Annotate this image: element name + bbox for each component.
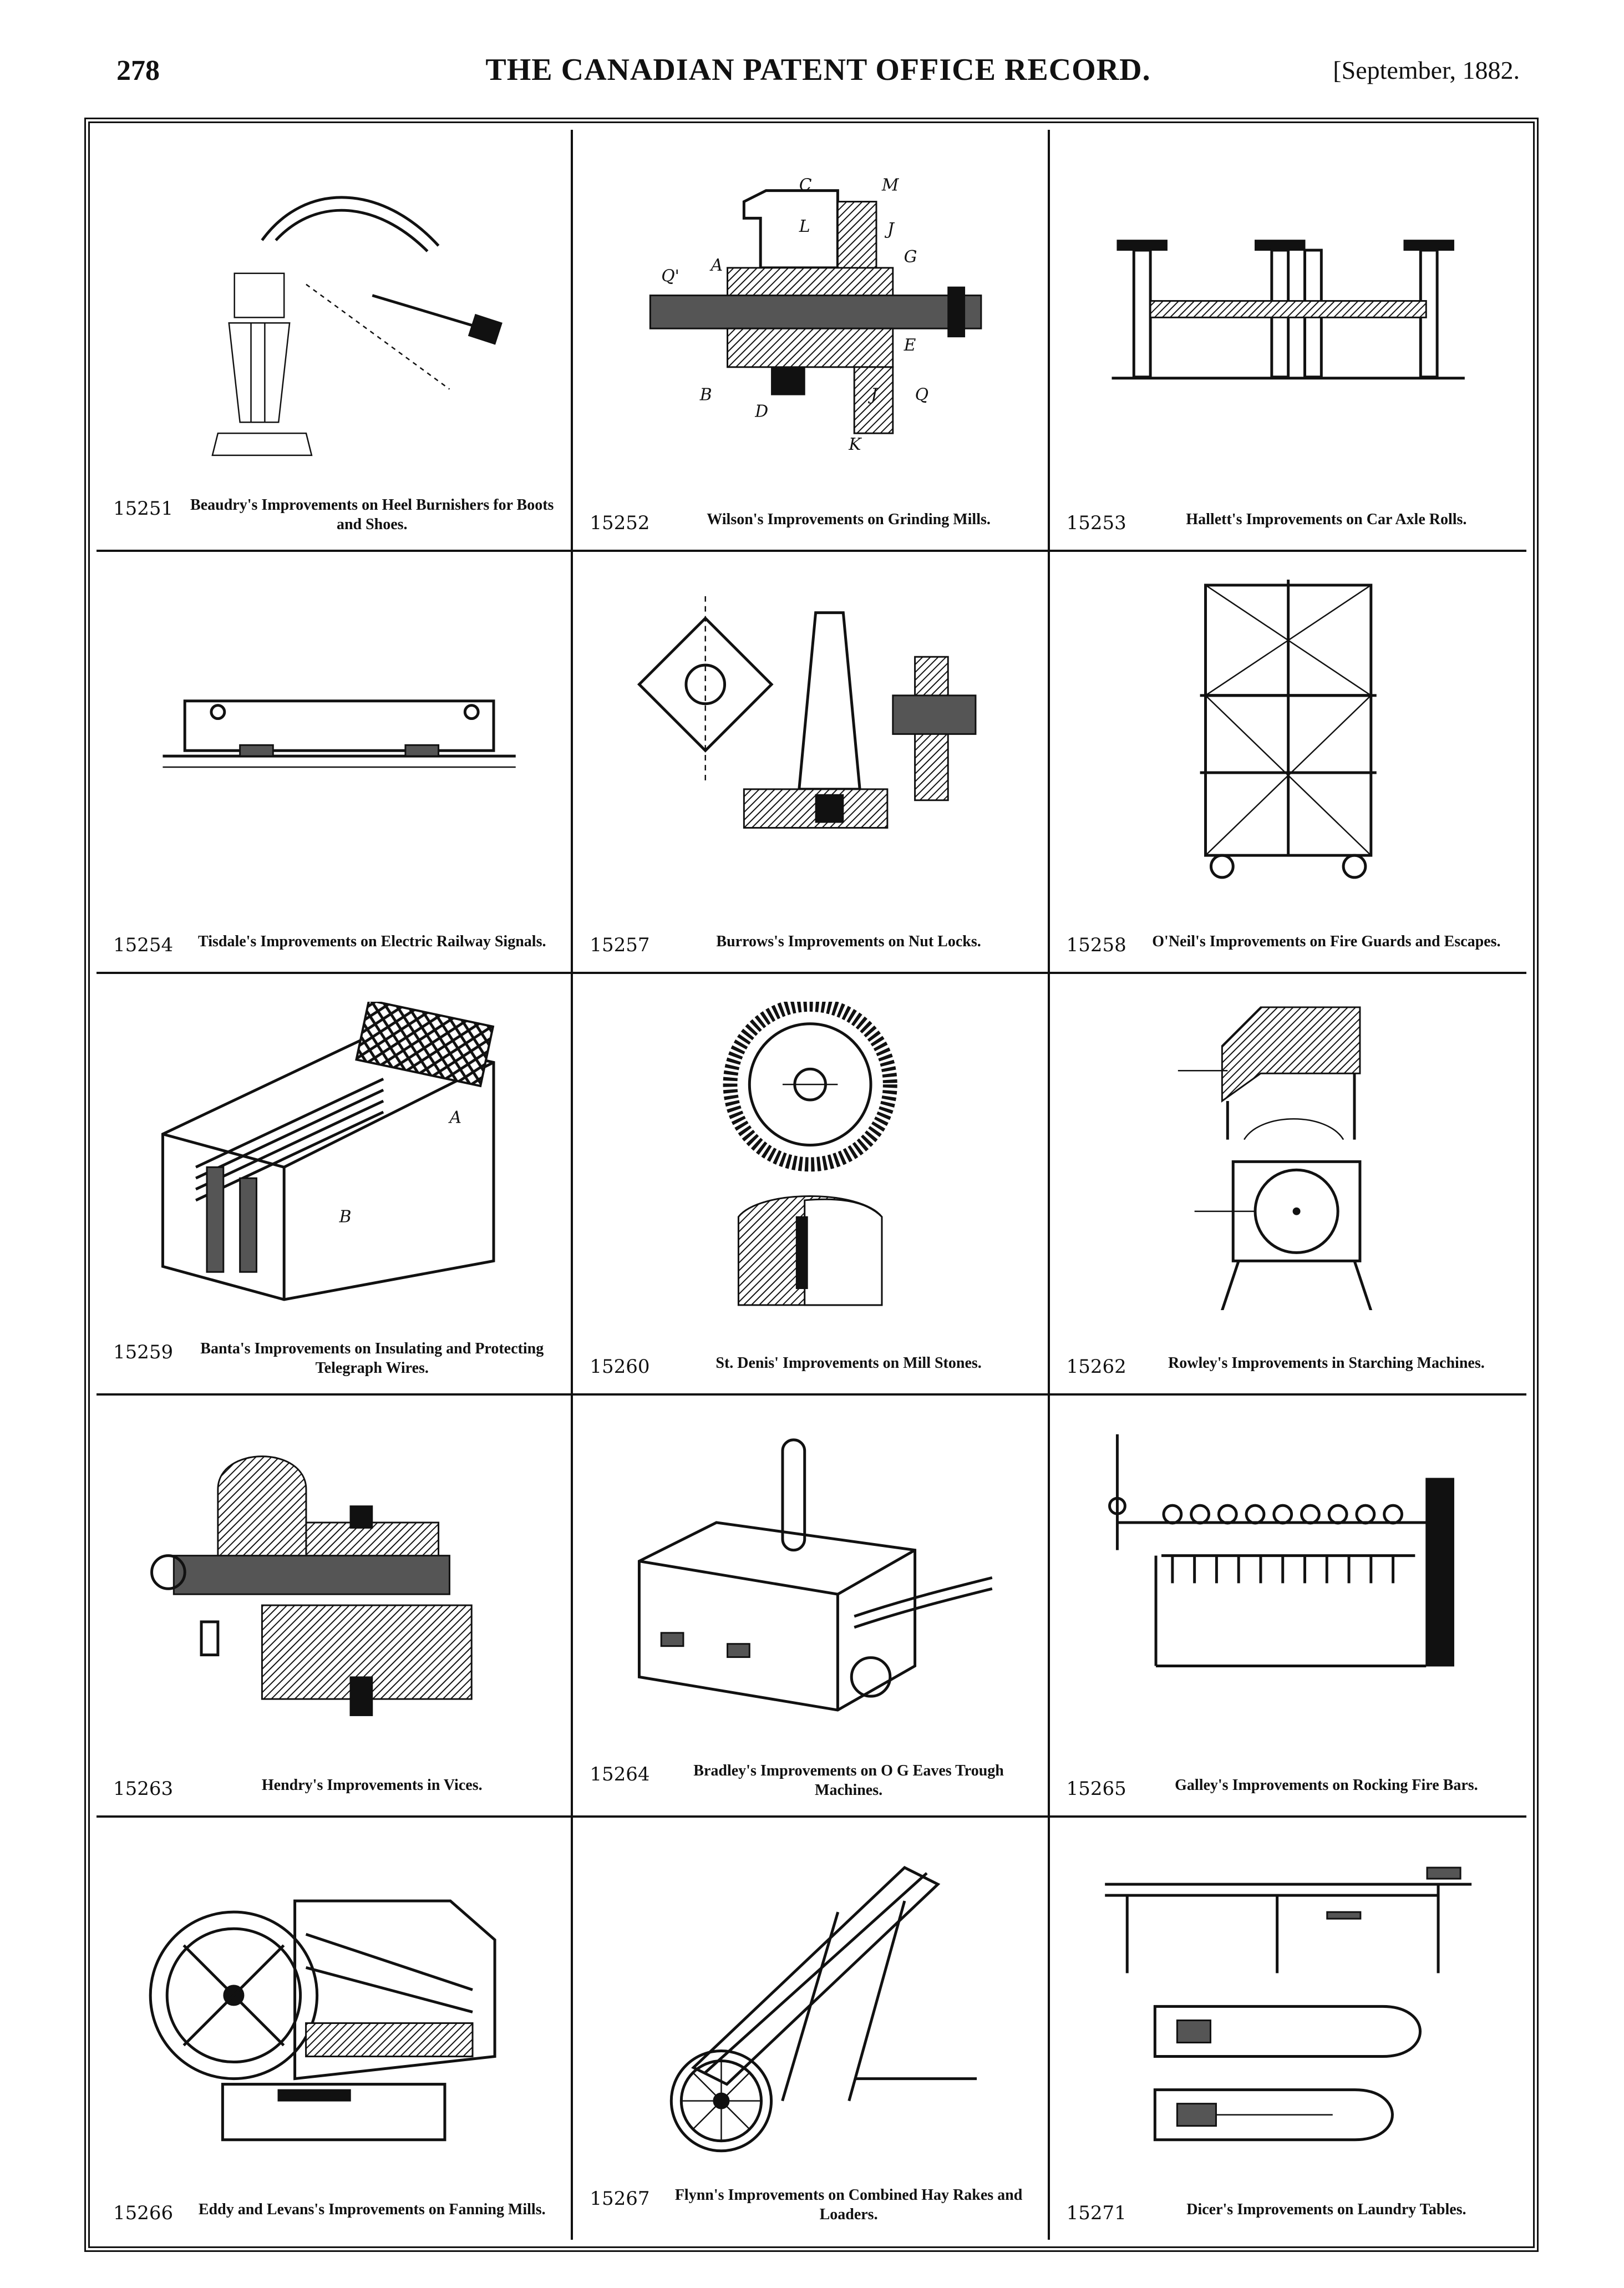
railway-signal-drawing [130,580,537,889]
heel-burnisher-drawing [130,158,537,466]
patent-title: Banta's Improvements on Insulating and Protecting Telegraph Wires. [200,1340,544,1377]
patent-number: 15258 [1066,934,1126,956]
patent-cell [573,1818,1049,2240]
hay-loader-drawing [606,1845,1014,2157]
patent-cell [573,552,1049,974]
patent-title: St. Denis' Improvements on Mill Stones. [715,1354,982,1372]
patent-cell [97,1818,573,2240]
patent-title: Hendry's Improvements in Vices. [261,1777,483,1794]
patent-cell [97,1396,573,1818]
patent-number: 15264 [590,1763,650,1786]
patent-number: 15271 [1066,2201,1126,2224]
patent-number: 15266 [113,2201,174,2224]
patent-number: 15263 [113,1778,174,1800]
part-label-q-prime: Q' [661,266,680,286]
plate-caption [590,1761,1031,1800]
part-label-j: J [887,220,895,240]
mill-stone-drawing [606,1002,1014,1311]
patent-cell [1050,974,1526,1396]
patent-number: 15267 [590,2187,650,2210]
part-label-e: E [904,335,916,355]
patent-cell [573,1396,1049,1818]
part-label-g: G [904,247,917,267]
patent-title: O'Neil's Improvements on Fire Guards and Escapes. [1152,932,1501,950]
patent-title: Galley's Improvements on Rocking Fire Bars. [1175,1777,1478,1794]
plate-caption [590,1353,1031,1378]
part-label-q: Q [915,385,929,405]
patent-title: Eddy and Levans's Improvements on Fanning Mills. [198,2200,546,2218]
patent-cell [97,974,573,1396]
part-label-c: C [799,175,812,195]
eaves-trough-machine-drawing [606,1423,1014,1732]
patent-cell [573,130,1049,552]
page-number: 278 [116,55,160,87]
page-header [116,49,1520,99]
plate-caption [113,932,554,956]
patent-cell [1050,1818,1526,2240]
patent-number: 15262 [1066,1356,1126,1378]
axle-rolls-drawing [1083,158,1493,466]
patent-title: Rowley's Improvements in Starching Machines. [1168,1354,1485,1372]
patent-title: Beaudry's Improvements on Heel Burnishers for Boots and Shoes. [190,496,554,533]
grinding-mill-drawing [606,158,1014,466]
page-title: THE CANADIAN PATENT OFFICE RECORD. [485,53,1151,87]
laundry-table-drawing [1083,1845,1493,2157]
plate-caption [590,2185,1031,2224]
telegraph-conduit-drawing [130,1002,537,1311]
plate-caption [113,1775,554,1800]
plate-caption [113,495,554,534]
patent-cell [1050,552,1526,974]
plate-caption [1067,2200,1510,2224]
patent-title: Wilson's Improvements on Grinding Mills. [707,510,991,528]
patent-title: Burrows's Improvements on Nut Locks. [716,932,981,950]
part-label-l: L [799,217,810,237]
patent-number: 15257 [590,934,650,956]
plate-caption [113,1339,554,1378]
patent-title: Tisdale's Improvements on Electric Railway Signals. [198,932,546,950]
fanning-mill-drawing [130,1845,537,2157]
patent-cell [1050,1396,1526,1818]
fire-bars-drawing [1083,1423,1493,1732]
patent-cell [1050,130,1526,552]
patent-number: 15252 [590,511,650,534]
part-label-m: M [882,175,899,195]
patent-plate-frame [84,118,1539,2252]
part-label-d: D [755,402,769,422]
patent-number: 15251 [113,497,174,520]
plate-caption [1067,510,1510,534]
fire-escape-drawing [1083,580,1493,889]
svg-text:B: B [339,1207,352,1227]
plate-caption [590,510,1031,534]
patent-number: 15254 [113,934,174,956]
plate-caption [113,2200,554,2224]
patent-cell [573,974,1049,1396]
part-label-j2: J [871,385,878,405]
plate-caption [590,932,1031,956]
patent-plate-grid [97,130,1526,2240]
part-label-a: A [711,255,723,275]
patent-cell [97,130,573,552]
patent-number: 15259 [113,1341,174,1364]
part-label-k: K [849,434,861,454]
svg-text:A: A [449,1108,461,1128]
starching-machine-drawing [1083,1002,1493,1311]
plate-caption [1067,932,1510,956]
issue-date: [September, 1882. [1333,56,1520,84]
patent-cell [97,552,573,974]
patent-title: Dicer's Improvements on Laundry Tables. [1186,2200,1466,2218]
patent-number: 15265 [1066,1778,1126,1800]
patent-title: Hallett's Improvements on Car Axle Rolls. [1186,510,1467,528]
patent-number: 15260 [590,1356,650,1378]
part-label-b: B [700,385,713,405]
nut-lock-drawing [606,580,1014,889]
vice-drawing [130,1423,537,1732]
plate-caption [1067,1775,1510,1800]
plate-caption [1067,1353,1510,1378]
patent-title: Flynn's Improvements on Combined Hay Rakes and Loaders. [674,2186,1023,2223]
patent-title: Bradley's Improvements on O G Eaves Trough Machines. [693,1762,1004,1799]
patent-number: 15253 [1066,511,1126,534]
